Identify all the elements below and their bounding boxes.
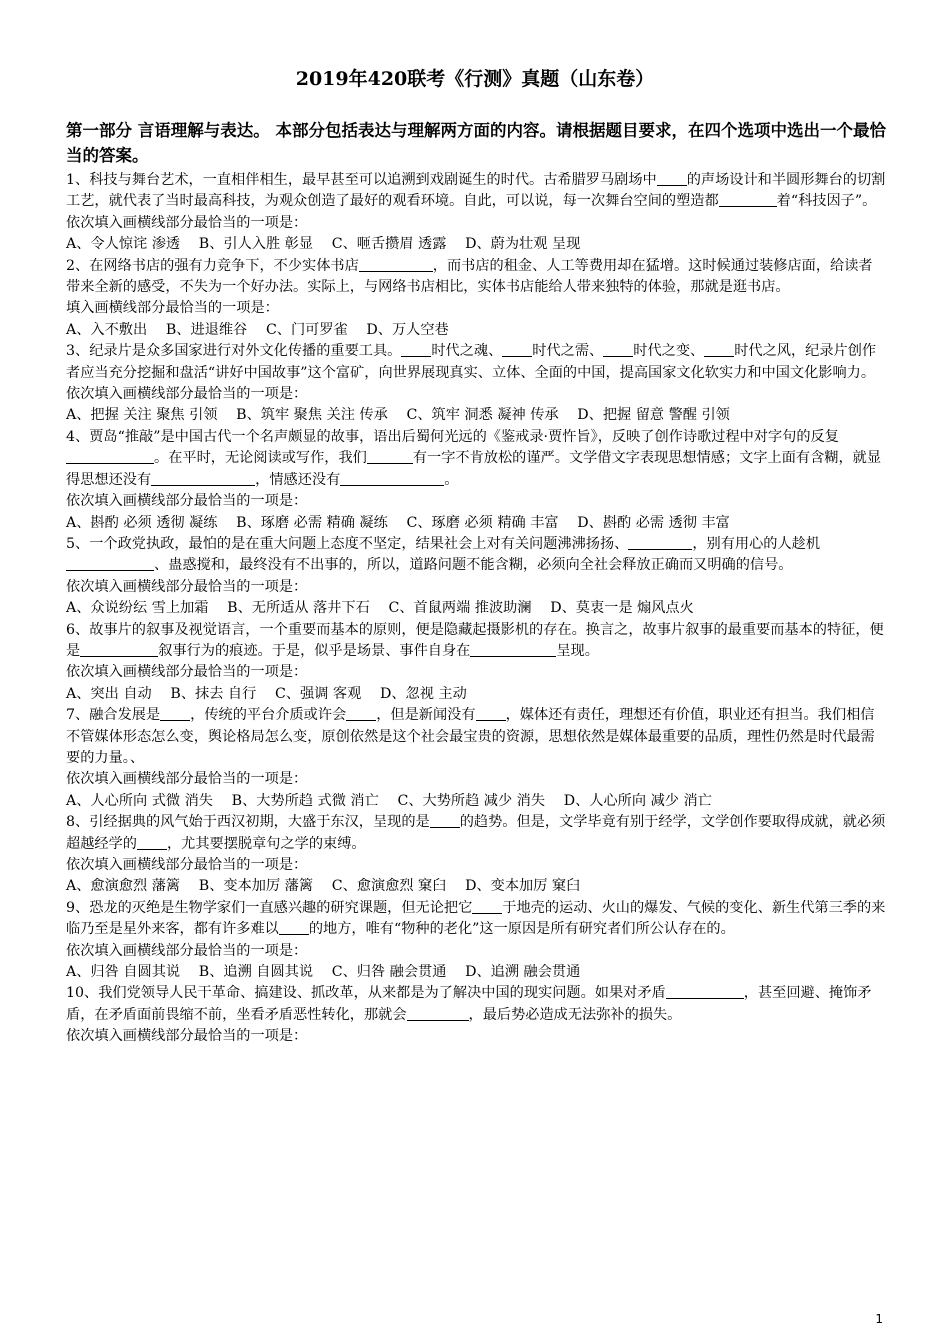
answer-blank (476, 706, 506, 721)
question-options: A、归咎 自圆其说 B、追溯 自圆其说 C、归咎 融会贯通 D、追溯 融会贯通 (66, 964, 581, 981)
question-stem: 3、纪录片是众多国家进行对外文化传播的重要工具。 时代之魂、 时代之需、 时代之变、 时代之风，纪录片创作者应当充分挖掘和盘活“讲好中国故事”这个富矿，向世界展现真实、立体、全面的中国，提高国家文化软实力和中国文化影响力。 (66, 343, 877, 381)
question-4 (66, 427, 886, 534)
answer-blank (603, 342, 633, 357)
answer-blank (160, 706, 190, 721)
question-prompt: 依次填入画横线部分最恰当的一项是： (66, 1028, 308, 1045)
question-options: A、令人惊诧 渗透 B、引人入胜 彰显 C、咂舌攒眉 透露 D、蔚为壮观 呈现 (66, 236, 581, 253)
answer-blank (401, 342, 431, 357)
question-prompt: 依次填入画横线部分最恰当的一项是： (66, 386, 308, 403)
question-9 (66, 898, 886, 984)
question-stem: 8、引经据典的风气始于西汉初期，大盛于东汉，呈现的是 的趋势。但是，文学毕竟有别于经学，文学创作要取得成就，就必须超越经学的 ，尤其要摆脱章句之学的束缚。 (66, 814, 886, 852)
question-1 (66, 170, 886, 256)
answer-blank (719, 192, 777, 207)
answer-blank (666, 984, 744, 999)
question-options: A、突出 自动 B、抹去 自行 C、强调 客观 D、忽视 主动 (66, 685, 467, 702)
question-options: A、入不敷出 B、进退维谷 C、门可罗雀 D、万人空巷 (66, 321, 449, 338)
question-stem: 10、我们党领导人民干革命、搞建设、抓改革，从来都是为了解决中国的现实问题。如果对矛盾 ，甚至回避、掩饰矛盾，在矛盾面前畏缩不前，坐看矛盾恶性转化，那就会 ，最后势必造成无法弥补的损失。 (66, 985, 872, 1023)
question-stem: 5、一个政党执政，最怕的是在重大问题上态度不坚定，结果社会上对有关问题沸沸扬扬、 ，别有用心的人趁机、蛊惑搅和，最终没有不出事的，所以，道路问题不能含糊，必须向全社会释放正确而又明确的信号。 (66, 535, 821, 574)
answer-blank (472, 899, 502, 914)
question-stem: 6、故事片的叙事及视觉语言，一个重要而基本的原则，便是隐藏起摄影机的存在。换言之，故事片叙事的最重要而基本的特征，便是 叙事行为的痕迹。于是，似乎是场景、事件自身在 呈现。 (66, 621, 884, 659)
question-options: A、众说纷纭 雪上加霜 B、无所适从 落井下石 C、首鼠两端 推波助澜 D、莫衷一是 煽风点火 (66, 600, 694, 617)
answer-blank (502, 342, 532, 357)
answer-blank (346, 706, 376, 721)
question-6 (66, 620, 886, 706)
question-2 (66, 256, 886, 342)
answer-blank (80, 642, 158, 657)
section-heading: 第一部分 言语理解与表达。 本部分包括表达与理解两方面的内容。请根据题目要求，在四个选项中选出一个最恰当的答案。 (66, 121, 886, 165)
answer-blank (151, 471, 255, 486)
question-stem: 9、恐龙的灭绝是生物学家们一直感兴趣的研究课题，但无论把它 于地壳的运动、火山的爆发、气候的变化、新生代第三季的来临乃至是星外来客，都有许多难以 的地方，唯有“物种的老化”这一原因是所有研究者们所公认存在的。 (66, 899, 886, 938)
answer-blank (279, 920, 309, 935)
answer-blank (704, 342, 734, 357)
question-10 (66, 983, 886, 1047)
question-prompt: 依次填入画横线部分最恰当的一项是： (66, 664, 308, 681)
question-5 (66, 534, 886, 620)
question-list (66, 170, 886, 1048)
answer-blank (470, 642, 556, 657)
page-number: 1 (875, 1312, 883, 1326)
question-options: A、把握 关注 聚焦 引领 B、筑牢 聚焦 关注 传承 C、筑牢 洞悉 凝神 传承 D、把握 留意 警醒 引领 (66, 407, 730, 424)
answer-blank (430, 813, 460, 828)
question-7 (66, 705, 886, 812)
answer-blank (407, 1006, 469, 1021)
question-stem: 7、融合发展是 ，传统的平台介质或许会 ，但是新闻没有 ，媒体还有责任，理想还有价值，职业还有担当。我们相信不管媒体形态怎么变，舆论格局怎么变，原创依然是这个社会最宝贵的资源，思想依然是媒体最重要的品质，理性仍然是时代最需要的力量。、 (66, 707, 875, 766)
answer-blank (66, 556, 154, 571)
answer-blank (66, 449, 154, 464)
answer-blank (657, 171, 687, 186)
question-prompt: 依次填入画横线部分最恰当的一项是： (66, 493, 308, 510)
question-prompt: 填入画横线部分最恰当的一项是： (66, 300, 279, 317)
question-stem: 2、在网络书店的强有力竞争下，不少实体书店 ，而书店的租金、人工等费用却在猛增。这时候通过装修店面，给读者带来全新的感受，不失为一个好办法。实际上，与网络书店相比，实体书店能给人带来独特的体验，那就是逛书店。 (66, 257, 873, 296)
answer-blank (340, 471, 444, 486)
question-options: A、人心所向 式微 消失 B、大势所趋 式微 消亡 C、大势所趋 减少 消失 D、人心所向 减少 消亡 (66, 792, 712, 809)
question-prompt: 依次填入画横线部分最恰当的一项是： (66, 942, 308, 959)
answer-blank (628, 535, 692, 550)
question-stem: 4、贾岛“推敲”是中国古代一个名声颇显的故事，语出后蜀何光远的《鉴戒录·贾忤旨》，反映了创作诗歌过程中对字句的反复。在平时，无论阅读或写作，我们 有一字不肯放松的谨严。文学借文字表现思想情感；文字上面有含糊，就显得思想还没有 ，情感还没有 。 (66, 428, 882, 488)
question-stem: 1、科技与舞台艺术，一直相伴相生，最早甚至可以追溯到戏剧诞生的时代。古希腊罗马剧场中 的声场设计和半圆形舞台的切割工艺，就代表了当时最高科技，为观众创造了最好的观看环境。自此，可以说，每一次舞台空间的塑造都 着“科技因子”。 (66, 172, 886, 210)
question-prompt: 依次填入画横线部分最恰当的一项是： (66, 214, 308, 231)
question-prompt: 依次填入画横线部分最恰当的一项是： (66, 578, 308, 595)
answer-blank (137, 835, 167, 850)
question-prompt: 依次填入画横线部分最恰当的一项是： (66, 771, 308, 788)
question-8 (66, 812, 886, 898)
question-3 (66, 341, 886, 427)
answer-blank (359, 257, 433, 272)
page-title: 2019年420联考《行测》真题（山东卷） (295, 68, 655, 90)
question-options: A、愈演愈烈 藩篱 B、变本加厉 藩篱 C、愈演愈烈 窠臼 D、变本加厉 窠臼 (66, 878, 581, 895)
answer-blank (367, 449, 413, 464)
question-prompt: 依次填入画横线部分最恰当的一项是： (66, 857, 308, 873)
question-options: A、斟酌 必须 透彻 凝练 B、琢磨 必需 精确 凝练 C、琢磨 必须 精确 丰富 D、斟酌 必需 透彻 丰富 (66, 514, 730, 531)
